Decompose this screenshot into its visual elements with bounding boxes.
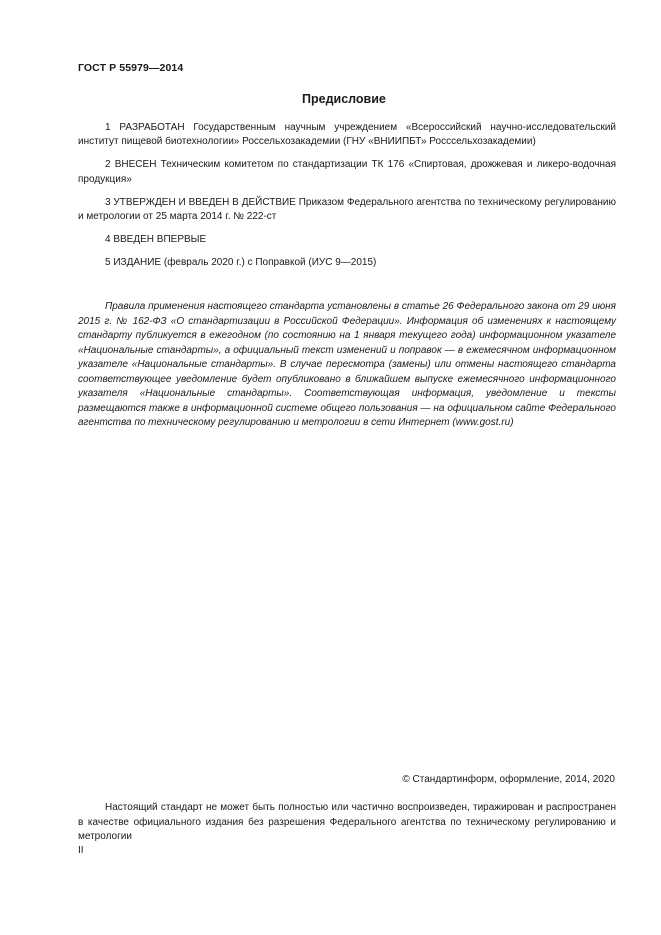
page-number: II: [78, 845, 84, 856]
copyright-line: © Стандартинформ, оформление, 2014, 2020: [402, 774, 615, 785]
preface-item-first-introduced: 4 ВВЕДЕН ВПЕРВЫЕ: [105, 234, 207, 246]
preface-items: [78, 121, 616, 280]
preface-item-developed: 1 РАЗРАБОТАН Государственным научным учреждением «Всероссийский научно-исследовательский институт пищевой биотехнологии» Россельхозакадемии (ГНУ «ВНИИПБТ» Россcельхозакадемии): [78, 122, 616, 148]
reproduction-notice: Настоящий стандарт не может быть полностью или частично воспроизведен, тиражирован и распространен в качестве официального издания без разрешения Федерального агентства по техническому регулированию и метрологии: [78, 802, 616, 842]
standard-id-header: ГОСТ Р 55979—2014: [78, 62, 184, 74]
preface-item-approved: 3 УТВЕРЖДЕН И ВВЕДЕН В ДЕЙСТВИЕ Приказом Федерального агентства по техническому регулированию и метрологии от 25 марта 2014 г. № 222-ст: [78, 196, 616, 223]
application-rules-notice: Правила применения настоящего стандарта установлены в статье 26 Федерального закона от 29 июня 2015 г. № 162-ФЗ «О стандартизации в Российской Федерации». Информация об изменениях к настоящему стандарту публикуется в ежегодном (по состоянию на 1 января текущего года) информационном указателе «Национальные стандарты», а официальный текст изменений и поправок — в ежемесячном информационном указателе «Национальные стандарты». В случае пересмотра (замены) или отмены настоящего стандарта соответствующее уведомление будет опубликовано в ближайшем выпуске ежемесячного информационного указателя «Национальные стандарты». Соответствующая информация, уведомление и тексты размещаются также в информационной системе общего пользования — на официальном сайте Федерального агентства по техническому регулированию и метрологии в сети Интернет (www.gost.ru): [78, 301, 616, 428]
preface-item-introduced: 2 ВНЕСЕН Техническим комитетом по стандартизации ТК 176 «Спиртовая, дрожжевая и ликеро-водочная продукция»: [78, 159, 616, 185]
preface-title: Предисловие: [302, 92, 386, 106]
preface-item-edition: 5 ИЗДАНИЕ (февраль 2020 г.) с Поправкой (ИУС 9—2015): [105, 257, 377, 269]
